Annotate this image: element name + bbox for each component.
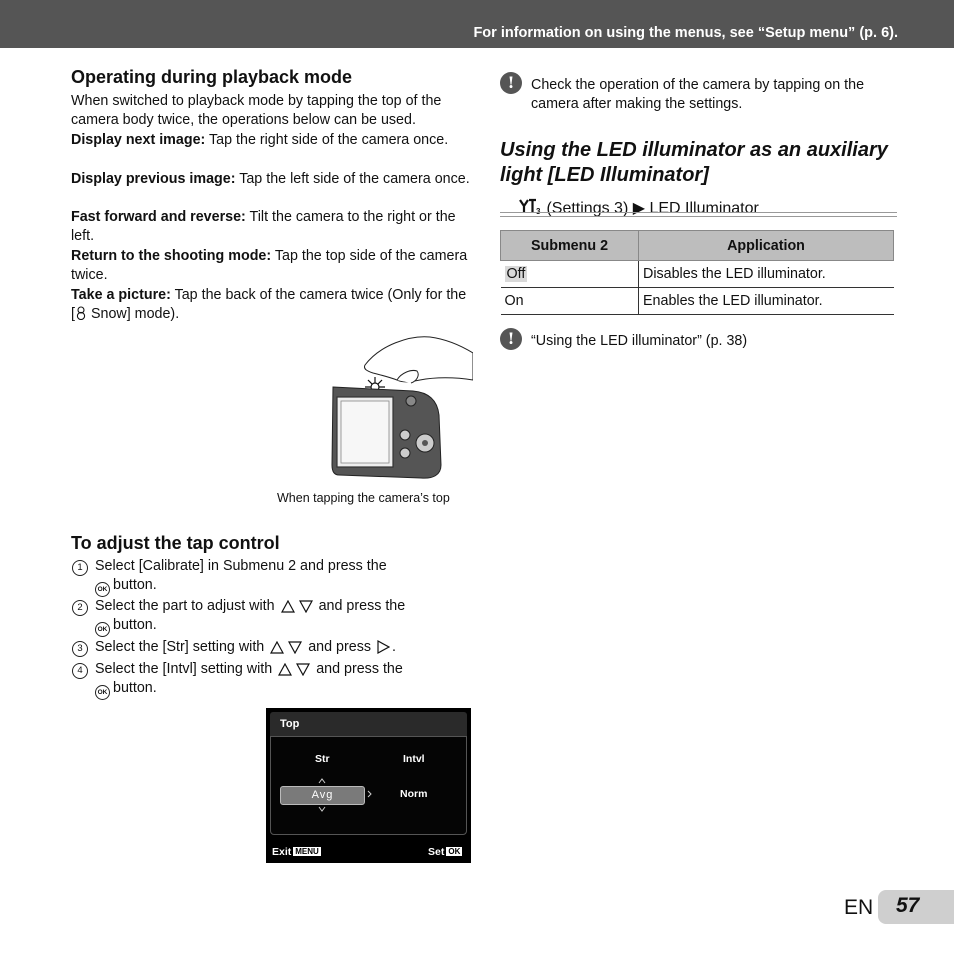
table-row xyxy=(501,288,894,315)
screen-avg-selector[interactable]: Avg xyxy=(280,786,365,805)
caution-icon: ! xyxy=(500,72,522,94)
up-arrow-icon xyxy=(270,641,284,654)
step-text: Select the part to adjust with xyxy=(95,598,275,614)
table-header-row xyxy=(501,231,894,261)
step-text-end: button. xyxy=(113,576,157,593)
definition-term: Display previous image: xyxy=(71,171,236,187)
ok-button-icon: OK xyxy=(95,622,110,637)
camera-tap-illustration xyxy=(325,325,473,490)
ok-button-icon: OK xyxy=(95,582,110,597)
table-header-submenu: Submenu 2 xyxy=(501,231,639,261)
down-arrow-icon xyxy=(299,600,313,613)
definition-desc: Tap the top side of the camera twice. xyxy=(71,248,468,284)
screen-col-str: Str xyxy=(315,753,330,765)
step-text-end: . xyxy=(392,639,396,655)
screen-exit xyxy=(272,846,321,858)
screen-set-label: Set xyxy=(428,846,445,858)
definition-term: Fast forward and reverse: xyxy=(71,209,246,225)
screen-right-caret-icon xyxy=(367,790,372,798)
language-label: EN xyxy=(844,896,874,919)
screen-title: Top xyxy=(280,718,300,730)
section-title-playback: Operating during playback mode xyxy=(71,67,353,87)
definition-desc: Tilt the camera to the right or the left. xyxy=(71,209,456,245)
step-number: 2 xyxy=(72,600,88,616)
definition-desc-a: Tap the back of the camera twice (Only for the [ xyxy=(71,287,467,323)
ok-button-icon: OK xyxy=(95,685,110,700)
note-check-operation: Check the operation of the camera by tapping on the camera after making the settings. xyxy=(531,77,865,112)
step-number: 4 xyxy=(72,663,88,679)
menu-key-icon: MENU xyxy=(295,847,319,856)
step-text: Select [Calibrate] in Submenu 2 and press the xyxy=(95,558,387,574)
header-text: For information on using the menus, see “Setup menu” (p. 6). xyxy=(473,25,898,41)
definition-next-image xyxy=(71,131,473,150)
snow-mode-icon xyxy=(75,306,87,320)
illustration-caption: When tapping the camera’s top xyxy=(277,491,450,505)
table-row xyxy=(501,261,894,288)
step-text-end: button. xyxy=(113,679,157,696)
definition-term: Display next image: xyxy=(71,132,206,148)
option-off-highlighted: Off xyxy=(506,266,526,282)
step-1 xyxy=(71,557,471,597)
definition-desc: Tap the right side of the camera once. xyxy=(205,132,449,148)
ok-key-icon: OK xyxy=(448,847,461,856)
note-led-reference: “Using the LED illuminator” (p. 38) xyxy=(531,333,748,349)
table-cell-application: Disables the LED illuminator. xyxy=(639,261,894,288)
definition-return-shooting xyxy=(71,247,473,286)
definition-desc-b: Snow] mode). xyxy=(86,306,180,323)
step-3 xyxy=(71,638,471,657)
page-number: 57 xyxy=(896,894,920,917)
intro-paragraph: When switched to playback mode by tapping the top of the camera body twice, the operations below can be used. xyxy=(71,93,442,129)
step-2 xyxy=(71,597,471,637)
header-bar xyxy=(0,0,954,48)
down-arrow-icon xyxy=(296,663,310,676)
step-number: 1 xyxy=(72,560,88,576)
step-text: Select the [Str] setting with xyxy=(95,639,265,655)
settings-divider xyxy=(500,212,897,217)
step-4 xyxy=(71,660,471,700)
definition-take-picture xyxy=(71,286,473,325)
right-arrow-icon xyxy=(377,640,390,654)
settings-path-text: (Settings 3) ▶ LED Illuminator xyxy=(546,200,759,217)
submenu-table xyxy=(500,230,894,315)
step-text-mid: and press xyxy=(308,639,372,655)
definition-previous-image xyxy=(71,170,473,189)
table-cell-option: On xyxy=(501,288,639,315)
section-title-tap-control: To adjust the tap control xyxy=(71,533,280,553)
step-number: 3 xyxy=(72,641,88,657)
definition-desc: Tap the left side of the camera once. xyxy=(235,171,470,187)
table-cell-option xyxy=(501,261,639,288)
screen-header xyxy=(270,712,467,738)
step-text-mid: and press the xyxy=(316,661,403,677)
definition-fast-forward xyxy=(71,208,473,247)
screen-norm-value: Norm xyxy=(400,788,428,800)
table-cell-application: Enables the LED illuminator. xyxy=(639,288,894,315)
section-title-led: Using the LED illuminator as an auxiliary light [LED Illuminator] xyxy=(500,139,888,186)
up-arrow-icon xyxy=(278,663,292,676)
svg-text:3: 3 xyxy=(536,207,541,215)
step-text: Select the [Intvl] setting with xyxy=(95,661,273,677)
screen-exit-label: Exit xyxy=(272,846,292,858)
step-text-mid: and press the xyxy=(318,598,406,614)
camera-icon xyxy=(332,387,441,478)
hand-icon xyxy=(364,337,473,383)
screen-down-caret-icon xyxy=(318,806,326,812)
table-header-application: Application xyxy=(639,231,894,261)
up-arrow-icon xyxy=(281,600,295,613)
screen-set xyxy=(428,846,462,858)
down-arrow-icon xyxy=(288,641,302,654)
step-text-end: button. xyxy=(113,616,157,633)
definition-term: Take a picture: xyxy=(71,287,171,303)
definition-term: Return to the shooting mode: xyxy=(71,248,272,264)
screen-col-intvl: Intvl xyxy=(403,753,425,765)
caution-icon: ! xyxy=(500,328,522,350)
screen-up-caret-icon xyxy=(318,778,326,784)
